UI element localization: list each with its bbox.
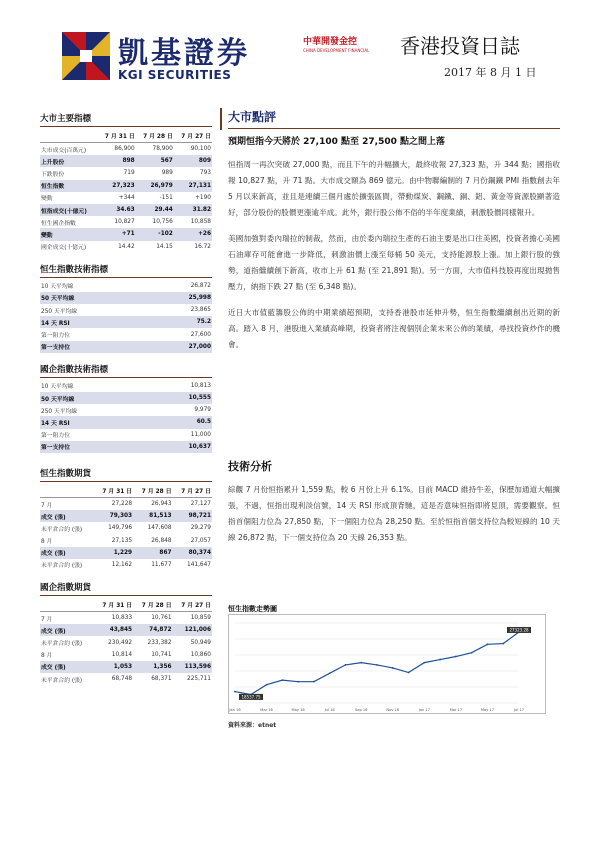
table-row (40, 143, 212, 156)
table-row (40, 216, 212, 228)
cell-value: 27,131 (174, 180, 212, 192)
table-row (40, 510, 212, 522)
row-label: 恒生國企指數 (41, 220, 76, 227)
market-indicators-table (40, 129, 212, 253)
market-indicators-title: 大市主要指標 (40, 112, 212, 127)
data-point (487, 643, 489, 645)
table-row (40, 304, 212, 316)
row-label: 第一阻力位 (41, 333, 70, 340)
col-header: 7 月 27 日 (173, 484, 212, 498)
data-point (502, 643, 504, 645)
table-row (40, 292, 212, 304)
data-point (234, 691, 236, 693)
data-point (392, 667, 394, 669)
cell-value: 141,647 (187, 561, 211, 568)
cell-value: 29.44 (136, 204, 174, 216)
table-row (40, 612, 212, 625)
hsi-chart (228, 604, 546, 716)
cell-value: 867 (133, 547, 172, 559)
cell-value: 121,006 (173, 624, 212, 636)
data-point (360, 662, 362, 664)
cell-value: 29,279 (190, 525, 211, 532)
cell-value: 86,900 (114, 146, 135, 153)
data-point (423, 662, 425, 664)
brand-name-cn: 凱基證券 (118, 36, 250, 71)
cell-value: +344 (118, 194, 135, 201)
document-date: 2017 年 8 月 1 日 (444, 66, 537, 79)
hsi-futures (40, 467, 212, 571)
cell-value: 14.15 (156, 243, 173, 250)
data-point (281, 679, 283, 681)
cell-value: 10,833 (111, 615, 133, 622)
cell-value: 68,748 (111, 676, 133, 683)
cell-value: 27,135 (111, 537, 133, 544)
cell-value: 147,608 (147, 525, 172, 532)
row-label: 第一支持位 (40, 441, 145, 453)
x-tick-label: Jan 17 (418, 708, 430, 712)
paragraph-3: 近日大市值藍籌股公佈的中期業績超預期，支持香港股市延伸升勢，恒生指數繼續創出近期的新高。踏入 8 月，港股進入業績高峰期，投資者將注視個別企業未來公佈的業績，尋找投資炒作的機會。 (228, 308, 560, 349)
table-row (40, 380, 212, 392)
cell-value: 10,761 (151, 615, 172, 622)
table-row (40, 241, 212, 253)
headline: 預期恒指今天將於 27,100 點至 27,500 點之間上落 (228, 137, 445, 147)
row-label: 14 天 RSI (40, 416, 145, 428)
col-header: 7 月 31 日 (98, 129, 136, 143)
table-row (40, 441, 212, 453)
row-label: 50 天平均線 (40, 392, 145, 404)
row-label: 成交 (張) (40, 510, 94, 522)
chart-svg (229, 615, 547, 715)
col-header: 7 月 31 日 (94, 598, 133, 612)
x-tick-label: May 16 (291, 708, 305, 712)
document-title: 香港投資日誌 (400, 34, 520, 58)
annotation-high: 27323.28 (509, 627, 529, 633)
cell-value: 26,848 (151, 537, 172, 544)
cell-value: 1,356 (133, 661, 172, 673)
kgi-logo-icon (62, 32, 110, 80)
annotation-low: 18537.75 (241, 694, 261, 700)
col-header: 7 月 27 日 (173, 598, 212, 612)
market-indicators (40, 112, 212, 253)
cell-value: 11,677 (151, 561, 172, 568)
x-tick-label: Nov 16 (386, 708, 400, 712)
cell-value: 233,382 (147, 639, 172, 646)
data-point (297, 681, 299, 683)
data-point (471, 652, 473, 654)
hscei-technical-title: 國企指數技術指標 (40, 363, 212, 378)
data-point (439, 659, 441, 661)
row-label: 50 天平均線 (40, 292, 145, 304)
cell-value: 898 (98, 155, 136, 167)
row-label: 成交 (張) (40, 547, 94, 559)
cell-value: 23,865 (190, 307, 211, 314)
cell-value: 60.5 (145, 416, 212, 428)
row-label: 國企成交(十億元) (41, 245, 87, 252)
table-row (40, 192, 212, 204)
row-label: 下跌股份 (41, 171, 65, 178)
row-label: 未平倉合約 (張) (41, 526, 83, 533)
table-row (40, 535, 212, 547)
table-row (40, 636, 212, 648)
cell-value: 149,796 (108, 525, 133, 532)
x-tick-label: May 17 (480, 708, 495, 712)
cell-value: 27,057 (190, 537, 211, 544)
cell-value: 98,721 (173, 510, 212, 522)
data-point (329, 672, 331, 674)
table-row (40, 559, 212, 571)
cell-value: 10,741 (151, 651, 172, 658)
parent-company-en: CHINA DEVELOPMENT FINANCIAL (303, 48, 370, 53)
row-label: 10 天平均線 (41, 384, 74, 391)
col-header: 7 月 28 日 (133, 484, 172, 498)
data-point (455, 656, 457, 658)
market-commentary (220, 108, 560, 353)
left-sidebar (40, 112, 212, 695)
hscei-technical-table (40, 380, 212, 453)
cell-value: 75.2 (145, 316, 212, 328)
cell-value: 74,872 (133, 624, 172, 636)
cell-value: 567 (136, 155, 174, 167)
technical-analysis-paragraph: 綜觀 7 月份恒指累升 1,559 點，較 6 月份上升 6.1%。目前 MACD 維持牛差，保歷加通道大幅擴張，不過，恒指出現利淡信號，14 天 RSI 形成頂背馳，這是否意味恒指即將見頂，需要觀察。恒指首個阻力位為 27,850 點，下一個阻力位為 28,250 點。至於恒指首個支持位為較短線的 10 天線 26,872 點，下一個支持位為 20 天線 26,353 點。 (228, 485, 560, 542)
col-header: 7 月 28 日 (133, 598, 172, 612)
table-row (40, 228, 212, 240)
cell-value: 10,860 (190, 651, 211, 658)
cell-value: 27,127 (190, 501, 211, 508)
chart-title: 恒生指數走勢圖 (228, 605, 277, 613)
x-tick-label: Mar 16 (260, 708, 273, 712)
cell-value: 31.82 (174, 204, 212, 216)
cell-value: 14.42 (118, 243, 135, 250)
row-label: 第一支持位 (40, 341, 145, 353)
section-title: 大市點評 (228, 108, 560, 129)
table-row (40, 341, 212, 353)
cell-value: 25,998 (145, 292, 212, 304)
cell-value: 230,492 (108, 639, 133, 646)
table-row (40, 497, 212, 510)
col-header: 7 月 31 日 (94, 484, 133, 498)
technical-analysis-title: 技術分析 (228, 460, 272, 473)
cell-value: 10,555 (145, 392, 212, 404)
x-tick-label: Mar 17 (449, 708, 463, 712)
data-point (313, 681, 315, 683)
table-row (40, 649, 212, 661)
cell-value: 16.72 (194, 243, 211, 250)
row-label: 8 月 (41, 653, 53, 660)
row-label: 變動 (40, 228, 98, 240)
cell-value: 12,162 (111, 561, 133, 568)
cell-value: 68,371 (151, 676, 172, 683)
cell-value: 11,000 (190, 431, 211, 438)
cell-value: 90,100 (190, 146, 211, 153)
data-point (345, 664, 347, 666)
cell-value: 27,600 (190, 331, 211, 338)
cell-value: 27,228 (111, 501, 133, 508)
table-row (40, 204, 212, 216)
hscei-futures-title: 國企指數期貨 (40, 581, 212, 596)
col-header: 7 月 27 日 (174, 129, 212, 143)
row-label: 成交 (張) (40, 624, 94, 636)
cell-value: 26,872 (190, 282, 211, 289)
page-header (0, 0, 595, 100)
col-header: 7 月 28 日 (136, 129, 174, 143)
row-label: 未平倉合約 (張) (41, 563, 83, 570)
cell-value: 50,949 (190, 639, 211, 646)
cell-value: 34.63 (98, 204, 136, 216)
row-label: 250 天平均線 (41, 408, 78, 415)
cell-value: 809 (174, 155, 212, 167)
cell-value: -151 (159, 194, 173, 201)
cell-value: 81,513 (133, 510, 172, 522)
data-point (376, 664, 378, 666)
data-point (266, 684, 268, 686)
brand-name-en: KGI SECURITIES (118, 68, 232, 82)
hsi-technical (40, 263, 212, 353)
cell-value: 10,859 (190, 615, 211, 622)
cell-value: 113,596 (173, 661, 212, 673)
cell-value: 225,711 (187, 676, 211, 683)
cell-value: 10,827 (114, 219, 135, 226)
row-label: 成交 (張) (40, 661, 94, 673)
table-row (40, 673, 212, 685)
cell-value: 9,979 (194, 407, 211, 414)
row-label: 第一阻力位 (41, 433, 70, 440)
source-note: 資料來源：etnet (228, 722, 277, 729)
cell-value: 10,756 (152, 219, 173, 226)
hsi-technical-table (40, 280, 212, 353)
cell-value: 10,637 (145, 441, 212, 453)
hsi-futures-table (40, 484, 212, 571)
cell-value: +190 (195, 194, 211, 201)
cell-value: 10,814 (111, 651, 133, 658)
cell-value: 79,303 (94, 510, 133, 522)
table-row (40, 180, 212, 192)
hscei-futures-table (40, 598, 212, 685)
cell-value: 26,943 (151, 501, 172, 508)
cell-value: 26,979 (136, 180, 174, 192)
row-label: 恒生指數 (40, 180, 98, 192)
cell-value: 80,374 (173, 547, 212, 559)
cell-value: 1,229 (94, 547, 133, 559)
chart-frame (228, 614, 546, 714)
parent-company-logo (303, 34, 369, 53)
table-row (40, 328, 212, 340)
x-tick-label: Jul 16 (324, 708, 335, 712)
table-row (40, 155, 212, 167)
cell-value: 10,858 (190, 219, 211, 226)
paragraph-1: 恒指周一再次突破 27,000 點，而且下午的升幅擴大，最終收報 27,323 點，升 344 點；國指收報 10,827 點，升 71 點。大市成交額為 869 億元。由中物聯編制的 7 月份鋼鐵 PMI 指數創去年 5 月以來新高，並且是連續三個月處於擴張區間，帶動煤炭、鋼鐵、銅、鋁、黃金等資源股顯著造好，部分股份的股價更漲逾半成。此外，銀行股公佈不俗的半年度業績，刺激股價同樣報升。 (228, 160, 560, 217)
hsi-technical-title: 恒生指數技術指標 (40, 263, 212, 278)
row-label: 7 月 (41, 502, 53, 509)
hsi-futures-title: 恒生指數期貨 (40, 467, 212, 482)
table-row (40, 316, 212, 328)
series-line (235, 632, 519, 695)
x-tick-label: Jan 16 (229, 708, 241, 712)
row-label: 10 天平均線 (41, 284, 74, 291)
cell-value: 1,053 (94, 661, 133, 673)
cell-value: 719 (123, 170, 135, 177)
table-row (40, 547, 212, 559)
table-row (40, 392, 212, 404)
cell-value: 793 (199, 170, 211, 177)
cell-value: 27,000 (145, 341, 212, 353)
cell-value: +26 (174, 228, 212, 240)
row-label: 大市成交(百萬元) (41, 147, 87, 154)
cell-value: +71 (98, 228, 136, 240)
table-row (40, 624, 212, 636)
row-label: 未平倉合約 (張) (41, 677, 83, 684)
row-label: 8 月 (41, 539, 53, 546)
row-label: 恒指成交(十億元) (40, 204, 98, 216)
cell-value: 27,323 (98, 180, 136, 192)
cell-value: 10,813 (190, 382, 211, 389)
cell-value: -102 (136, 228, 174, 240)
table-row (40, 416, 212, 428)
table-row (40, 429, 212, 441)
table-row (40, 167, 212, 179)
x-tick-label: Sep 16 (354, 708, 368, 712)
row-label: 上升股份 (40, 155, 98, 167)
data-point (408, 672, 410, 674)
row-label: 變動 (41, 196, 53, 203)
cell-value: 43,845 (94, 624, 133, 636)
row-label: 14 天 RSI (40, 316, 145, 328)
row-label: 250 天平均線 (41, 308, 78, 315)
cell-value: 78,900 (152, 146, 173, 153)
row-label: 7 月 (41, 616, 53, 623)
parent-company-cn: 中華開發金控 (303, 37, 358, 47)
row-label: 未平倉合約 (張) (41, 641, 83, 648)
x-tick-label: Jul 17 (513, 708, 525, 712)
table-row (40, 661, 212, 673)
table-row (40, 404, 212, 416)
cell-value: 989 (161, 170, 173, 177)
hscei-technical (40, 363, 212, 453)
hscei-futures (40, 581, 212, 685)
table-row (40, 522, 212, 534)
paragraph-2: 美國加強對委內瑞拉的制裁，然而，由於委內瑞拉生產的石油主要是出口往美國，投資者擔心美國石油庫存可能會進一步降低，刺激油價上漲至每桶 50 美元，支持能源股上漲。加上銀行股的強勢，道指繼續創下新高，收市上升 61 點 (至 21,891 點)。另一方面，大市值科技股再度出現拋售壓力，納指下跌 27 點 (至 6,348 點)。 (228, 234, 560, 291)
table-row (40, 280, 212, 292)
